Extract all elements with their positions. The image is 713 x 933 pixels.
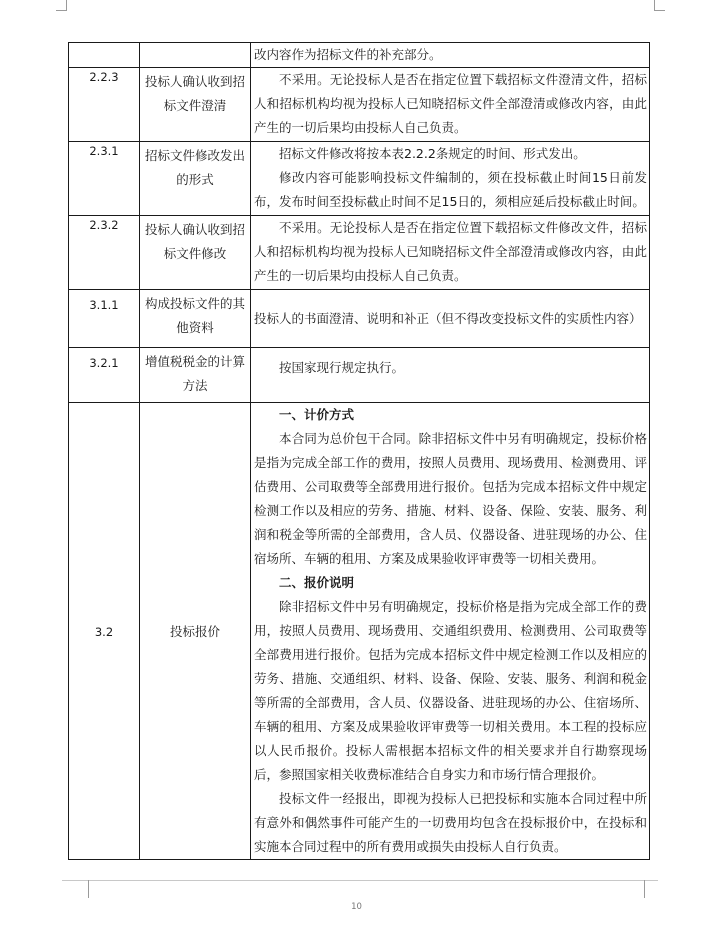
- clause-name-cell: 投标人确认收到招标文件修改: [140, 216, 251, 290]
- section-heading: 二、报价说明: [279, 575, 355, 590]
- clause-content-cell: [251, 142, 650, 216]
- clause-number-cell: 2.3.1: [69, 142, 140, 216]
- content-paragraph: 改内容作为招标文件的补充部分。: [254, 47, 442, 62]
- footer-rule: [62, 880, 658, 881]
- content-paragraph: 投标人的书面澄清、说明和补正（但不得改变投标文件的实质性内容）: [254, 310, 642, 326]
- page-number: 10: [351, 902, 362, 912]
- clause-name-cell: 投标人确认收到招标文件澄清: [140, 68, 251, 142]
- clause-content-cell: [251, 216, 650, 290]
- clause-content-cell: [251, 43, 650, 68]
- table-row: [69, 43, 650, 68]
- table-row: [69, 142, 650, 216]
- clause-number-cell: 3.1.1: [69, 290, 140, 348]
- table-row: [69, 290, 650, 348]
- content-paragraph: 不采用。无论投标人是否在指定位置下载招标文件修改文件，招标人和招标机构均视为投标人已知晓招标文件全部澄清或修改内容，由此产生的一切后果均由投标人自己负责。: [254, 220, 647, 283]
- clause-name-cell: 招标文件修改发出的形式: [140, 142, 251, 216]
- clause-number-cell: 3.2: [69, 403, 140, 860]
- content-paragraph: 招标文件修改将按本表2.2.2条规定的时间、形式发出。: [279, 146, 586, 161]
- clause-content-cell: [251, 290, 650, 348]
- clause-number-cell: [69, 43, 140, 68]
- section-heading: 一、计价方式: [279, 407, 355, 422]
- page-corner-mark-bottom-left: [78, 880, 89, 898]
- bid-data-table: [68, 42, 650, 860]
- table-row: [69, 68, 650, 142]
- page-corner-mark-top-left: [56, 0, 67, 11]
- clause-name-cell: 投标报价: [140, 403, 251, 860]
- page-corner-mark-bottom-right: [644, 880, 655, 898]
- clause-name-cell: [140, 43, 251, 68]
- content-paragraph: 按国家现行规定执行。: [279, 360, 405, 375]
- table-row: [69, 403, 650, 860]
- clause-name-cell: 构成投标文件的其他资料: [140, 290, 251, 348]
- clause-content-cell: [251, 68, 650, 142]
- content-paragraph: 本合同为总价包干合同。除非招标文件中另有明确规定，投标价格是指为完成全部工作的费用，按照人员费用、现场费用、检测费用、评估费用、公司取费等全部费用进行报价。包括为完成本招标文件中规定检测工作以及相应的劳务、措施、材料、设备、保险、安装、服务、利润和税金等所需的全部费用，含人员、仪器设备、进驻现场的办公、住宿场所、车辆的租用、方案及成果验收评审费等一切相关费用。: [254, 431, 647, 566]
- content-paragraph: 投标文件一经报出，即视为投标人已把投标和实施本合同过程中所有意外和偶然事件可能产生的一切费用均包含在投标报价中，在投标和实施本合同过程中的所有费用或损失由投标人自行负责。: [254, 791, 647, 854]
- table-row: [69, 348, 650, 403]
- clause-name-cell: 增值税税金的计算方法: [140, 348, 251, 403]
- content-paragraph: 修改内容可能影响投标文件编制的，须在投标截止时间15日前发布，发布时间至投标截止时间不足15日的，须相应延后投标截止时间。: [254, 170, 647, 209]
- clause-number-cell: 2.2.3: [69, 68, 140, 142]
- clause-content-cell: [251, 403, 650, 860]
- clause-number-cell: 3.2.1: [69, 348, 140, 403]
- clause-number-cell: 2.3.2: [69, 216, 140, 290]
- content-paragraph: 除非招标文件中另有明确规定，投标价格是指为完成全部工作的费用，按照人员费用、现场费用、交通组织费用、检测费用、公司取费等全部费用进行报价。包括为完成本招标文件中规定检测工作以及相应的劳务、措施、交通组织、材料、设备、保险、安装、服务、利润和税金等所需的全部费用，含人员、仪器设备、进驻现场的办公、住宿场所、车辆的租用、方案及成果验收评审费等一切相关费用。本工程的投标应以人民币报价。投标人需根据本招标文件的相关要求并自行勘察现场后，参照国家相关收费标准结合自身实力和市场行情合理报价。: [254, 599, 647, 782]
- table-row: [69, 216, 650, 290]
- content-paragraph: 不采用。无论投标人是否在指定位置下载招标文件澄清文件，招标人和招标机构均视为投标人已知晓招标文件全部澄清或修改内容，由此产生的一切后果均由投标人自己负责。: [254, 72, 647, 135]
- page-corner-mark-top-right: [654, 0, 665, 11]
- clause-content-cell: [251, 348, 650, 403]
